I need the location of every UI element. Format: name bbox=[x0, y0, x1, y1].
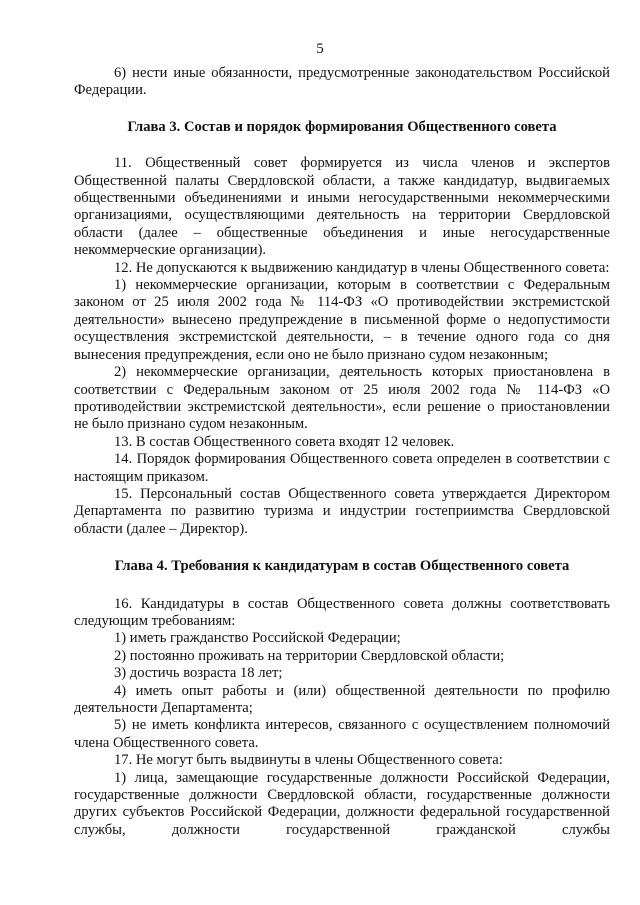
paragraph: 1) лица, замещающие государственные должности Российской Федерации, государственные должности Свердловской области, государственные должности других субъектов Российской Федерации, должности федеральной государственной службы, должности государственной гражданской службы bbox=[74, 769, 610, 838]
paragraph: 6) нести иные обязанности, предусмотренные законодательством Российской Федерации. bbox=[74, 65, 610, 99]
paragraph: 5) не иметь конфликта интересов, связанного с осуществлением полномочий члена Общественного совета. bbox=[74, 717, 610, 751]
paragraph: 1) иметь гражданство Российской Федерации; bbox=[114, 630, 401, 647]
document-body bbox=[74, 65, 610, 839]
paragraph: 2) постоянно проживать на территории Свердловской области; bbox=[114, 647, 505, 664]
paragraph: 15. Персональный состав Общественного совета утверждается Директором Департамента по развитию туризма и индустрии гостеприимства Свердловской области (далее – Директор). bbox=[74, 485, 610, 537]
page-number: 5 bbox=[316, 41, 324, 57]
paragraph: 17. Не могут быть выдвинуты в члены Общественного совета: bbox=[114, 752, 503, 769]
paragraph: 4) иметь опыт работы и (или) общественной деятельности по профилю деятельности Департамента; bbox=[74, 682, 610, 716]
paragraph: 1) некоммерческие организации, которым в соответствии с Федеральным законом от 25 июля 2002 года № 114-ФЗ «О противодействии экстремистской деятельности» вынесено предупреждение в письменной форме о недопустимости осуществления экстремистской деятельности, – в течение одного года со дня вынесения предупреждения, если оно не было признано судом незаконным; bbox=[74, 277, 610, 363]
paragraph: 3) достичь возраста 18 лет; bbox=[114, 665, 283, 682]
paragraph: 12. Не допускаются к выдвижению кандидатур в члены Общественного совета: bbox=[114, 259, 610, 276]
paragraph: 13. В состав Общественного совета входят 12 человек. bbox=[114, 433, 455, 450]
chapter-4-title: Глава 4. Требования к кандидатурам в состав Общественного совета bbox=[114, 558, 570, 575]
chapter-3-title: Глава 3. Состав и порядок формирования Общественного совета bbox=[127, 118, 557, 135]
paragraph: 11. Общественный совет формируется из числа членов и экспертов Общественной палаты Свердловской области, а также кандидатур, выдвигаемых общественными объединениями и иными негосударственными некоммерческими организациями, осуществляющими деятельность на территории Свердловской области (далее – общественные объединения и иные негосударственные некоммерческие организации). bbox=[74, 155, 610, 259]
paragraph: 14. Порядок формирования Общественного совета определен в соответствии с настоящим приказом. bbox=[74, 451, 610, 485]
paragraph: 16. Кандидатуры в состав Общественного совета должны соответствовать следующим требованиям: bbox=[74, 595, 610, 629]
paragraph: 2) некоммерческие организации, деятельность которых приостановлена в соответствии с Федеральным законом от 25 июля 2002 года № 114-ФЗ «О противодействии экстремистской деятельности», если решение о приостановлении не было признано судом незаконным. bbox=[74, 364, 610, 433]
